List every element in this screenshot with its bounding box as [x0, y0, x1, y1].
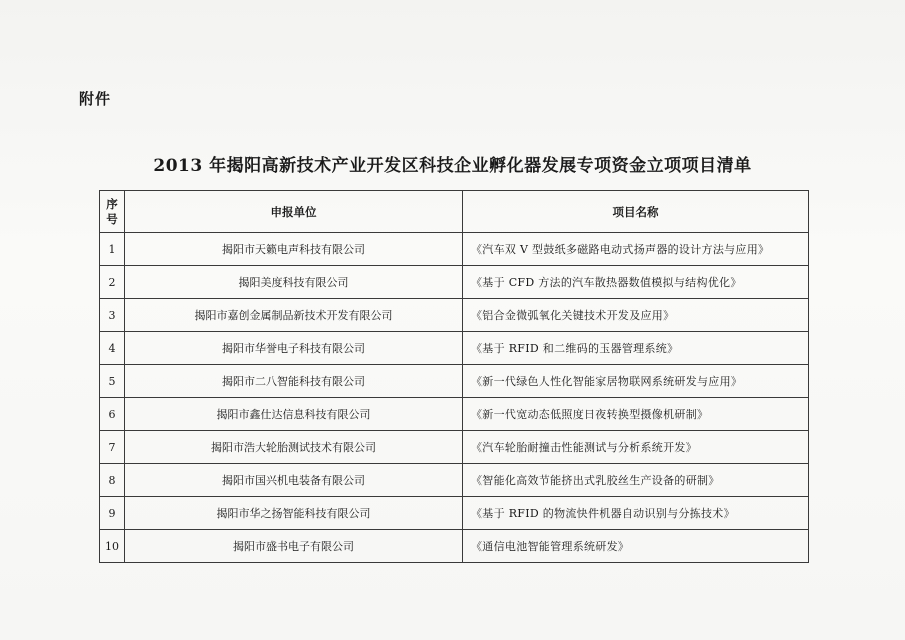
row-project-name: 《汽车轮胎耐撞击性能测试与分析系统开发》	[463, 431, 809, 464]
header-serial-line2: 号	[106, 211, 118, 226]
row-applicant-unit: 揭阳市嘉创金属制品新技术开发有限公司	[125, 299, 463, 332]
row-project-name: 《基于 CFD 方法的汽车散热器数值模拟与结构优化》	[463, 266, 809, 299]
table-row	[100, 266, 809, 299]
row-project-name: 《汽车双 V 型鼓纸多磁路电动式扬声器的设计方法与应用》	[463, 233, 809, 266]
row-serial-number: 7	[100, 431, 125, 464]
header-serial-number	[100, 191, 125, 233]
row-project-name: 《新一代绿色人性化智能家居物联网系统研发与应用》	[463, 365, 809, 398]
row-applicant-unit: 揭阳市天籁电声科技有限公司	[125, 233, 463, 266]
table-row	[100, 233, 809, 266]
table-row	[100, 398, 809, 431]
row-serial-number: 10	[100, 530, 125, 563]
row-applicant-unit: 揭阳市二八智能科技有限公司	[125, 365, 463, 398]
document-title: 2013 年揭阳高新技术产业开发区科技企业孵化器发展专项资金立项项目清单	[153, 156, 752, 176]
row-project-name: 《新一代宽动态低照度日夜转换型摄像机研制》	[463, 398, 809, 431]
row-project-name: 《智能化高效节能挤出式乳胶丝生产设备的研制》	[463, 464, 809, 497]
table-row	[100, 332, 809, 365]
row-project-name: 《铝合金微弧氧化关键技术开发及应用》	[463, 299, 809, 332]
row-serial-number: 4	[100, 332, 125, 365]
table-row	[100, 431, 809, 464]
header-serial-line1: 序	[106, 196, 118, 211]
row-applicant-unit: 揭阳市华之扬智能科技有限公司	[125, 497, 463, 530]
table-row	[100, 497, 809, 530]
table-row	[100, 530, 809, 563]
header-project-name: 项目名称	[463, 191, 809, 233]
table-header-row	[100, 191, 809, 233]
table-row	[100, 365, 809, 398]
row-serial-number: 9	[100, 497, 125, 530]
header-applicant-unit: 申报单位	[125, 191, 463, 233]
table-row	[100, 299, 809, 332]
attachment-label: 附件	[79, 90, 112, 108]
row-applicant-unit: 揭阳市华誉电子科技有限公司	[125, 332, 463, 365]
row-applicant-unit: 揭阳市浩大轮胎测试技术有限公司	[125, 431, 463, 464]
row-serial-number: 8	[100, 464, 125, 497]
row-applicant-unit: 揭阳美度科技有限公司	[125, 266, 463, 299]
row-serial-number: 2	[100, 266, 125, 299]
table-row	[100, 464, 809, 497]
project-list-table	[99, 190, 809, 563]
table-body	[100, 233, 809, 563]
row-project-name: 《通信电池智能管理系统研发》	[463, 530, 809, 563]
row-serial-number: 1	[100, 233, 125, 266]
row-serial-number: 5	[100, 365, 125, 398]
row-project-name: 《基于 RFID 的物流快件机器自动识别与分拣技术》	[463, 497, 809, 530]
row-serial-number: 3	[100, 299, 125, 332]
row-applicant-unit: 揭阳市鑫仕达信息科技有限公司	[125, 398, 463, 431]
row-applicant-unit: 揭阳市国兴机电装备有限公司	[125, 464, 463, 497]
row-serial-number: 6	[100, 398, 125, 431]
row-project-name: 《基于 RFID 和二维码的玉器管理系统》	[463, 332, 809, 365]
row-applicant-unit: 揭阳市盛书电子有限公司	[125, 530, 463, 563]
